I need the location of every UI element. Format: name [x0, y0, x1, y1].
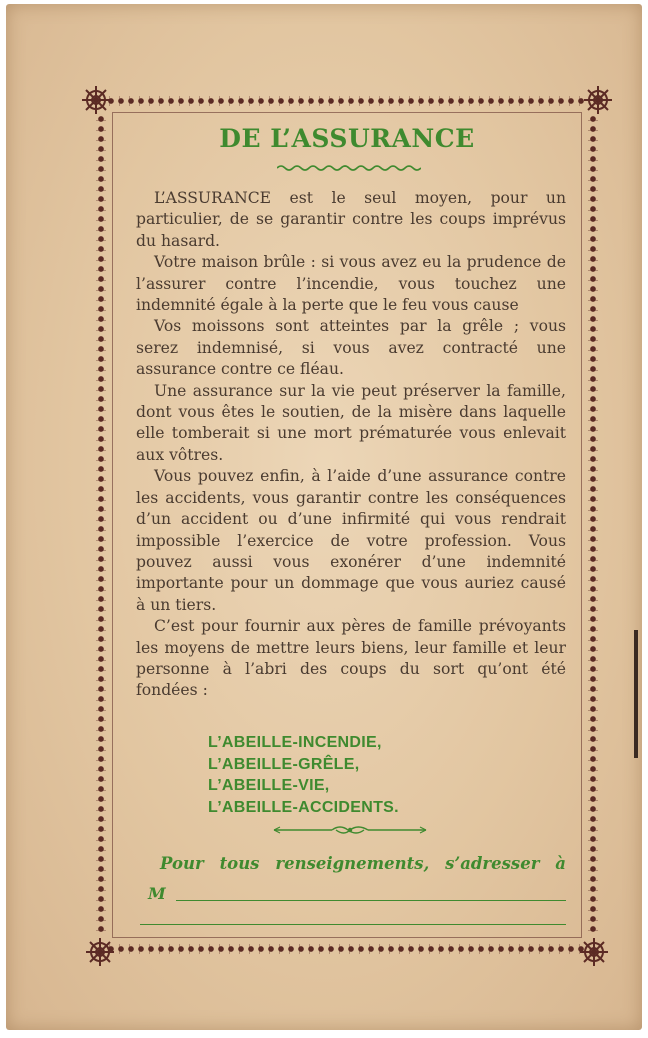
corner-ornament-icon	[582, 84, 614, 116]
paragraph: C’est pour fournir aux pères de famille prévoyants les moyens de mettre leurs biens, leur famille et leur personne à l’abri des coups du sort qu’ont été fondées :	[136, 617, 566, 700]
company-name: L’ABEILLE-VIE,	[208, 777, 330, 794]
flourish-ornament-icon	[270, 824, 430, 836]
company-name: L’ABEILLE-ACCIDENTS.	[208, 798, 399, 816]
body-text	[136, 188, 566, 702]
corner-ornament-icon	[80, 84, 112, 116]
paragraph: Une assurance sur la vie peut préserver la famille, dont vous êtes le soutien, de la misère dans laquelle elle tomberait si une mort prématurée vous enlevait aux vôtres.	[136, 381, 566, 464]
company-list	[208, 732, 399, 818]
address-field	[148, 884, 566, 908]
corner-ornament-icon	[578, 936, 610, 968]
frame-border-top	[106, 96, 588, 106]
contact-line: Pour tous renseignements, s’adresser à	[160, 854, 566, 873]
company-name: L’ABEILLE-GRÊLE,	[208, 755, 360, 773]
address-blank-rule	[176, 900, 566, 901]
frame-border-left	[96, 114, 106, 936]
document-title: DE L’ASSURANCE	[219, 124, 475, 153]
frame-border-bottom	[106, 944, 588, 954]
company-name: L’ABEILLE-INCENDIE,	[208, 734, 382, 751]
paragraph: Votre maison brûle : si vous avez eu la prudence de l’assurer contre l’incendie, vous touchez une indemnité égale à la perte que le feu vous cause	[136, 253, 566, 315]
page-edge-binding	[634, 630, 638, 758]
document-page	[6, 4, 642, 1030]
decorative-frame	[80, 84, 614, 968]
frame-border-right	[588, 114, 598, 936]
title-wavy-rule-icon	[277, 164, 421, 172]
paragraph: Vos moissons sont atteintes par la grêle ; vous serez indemnisé, si vous avez contracté une assurance contre ce fléau.	[136, 317, 566, 379]
address-label: M	[148, 884, 166, 903]
address-second-rule	[140, 924, 566, 925]
paragraph: Vous pouvez enfin, à l’aide d’une assurance contre les accidents, vous garantir contre les conséquences d’un accident ou d’une infirmité qui vous rendrait impossible l’exercice de votre profession. Vous pouvez aussi vous exonérer d’une indemnité importante pour un dommage que vous auriez causé à un tiers.	[136, 467, 566, 614]
corner-ornament-icon	[84, 936, 116, 968]
paragraph: L’ASSURANCE est le seul moyen, pour un particulier, de se garantir contre les coups imprévus du hasard.	[136, 189, 566, 250]
